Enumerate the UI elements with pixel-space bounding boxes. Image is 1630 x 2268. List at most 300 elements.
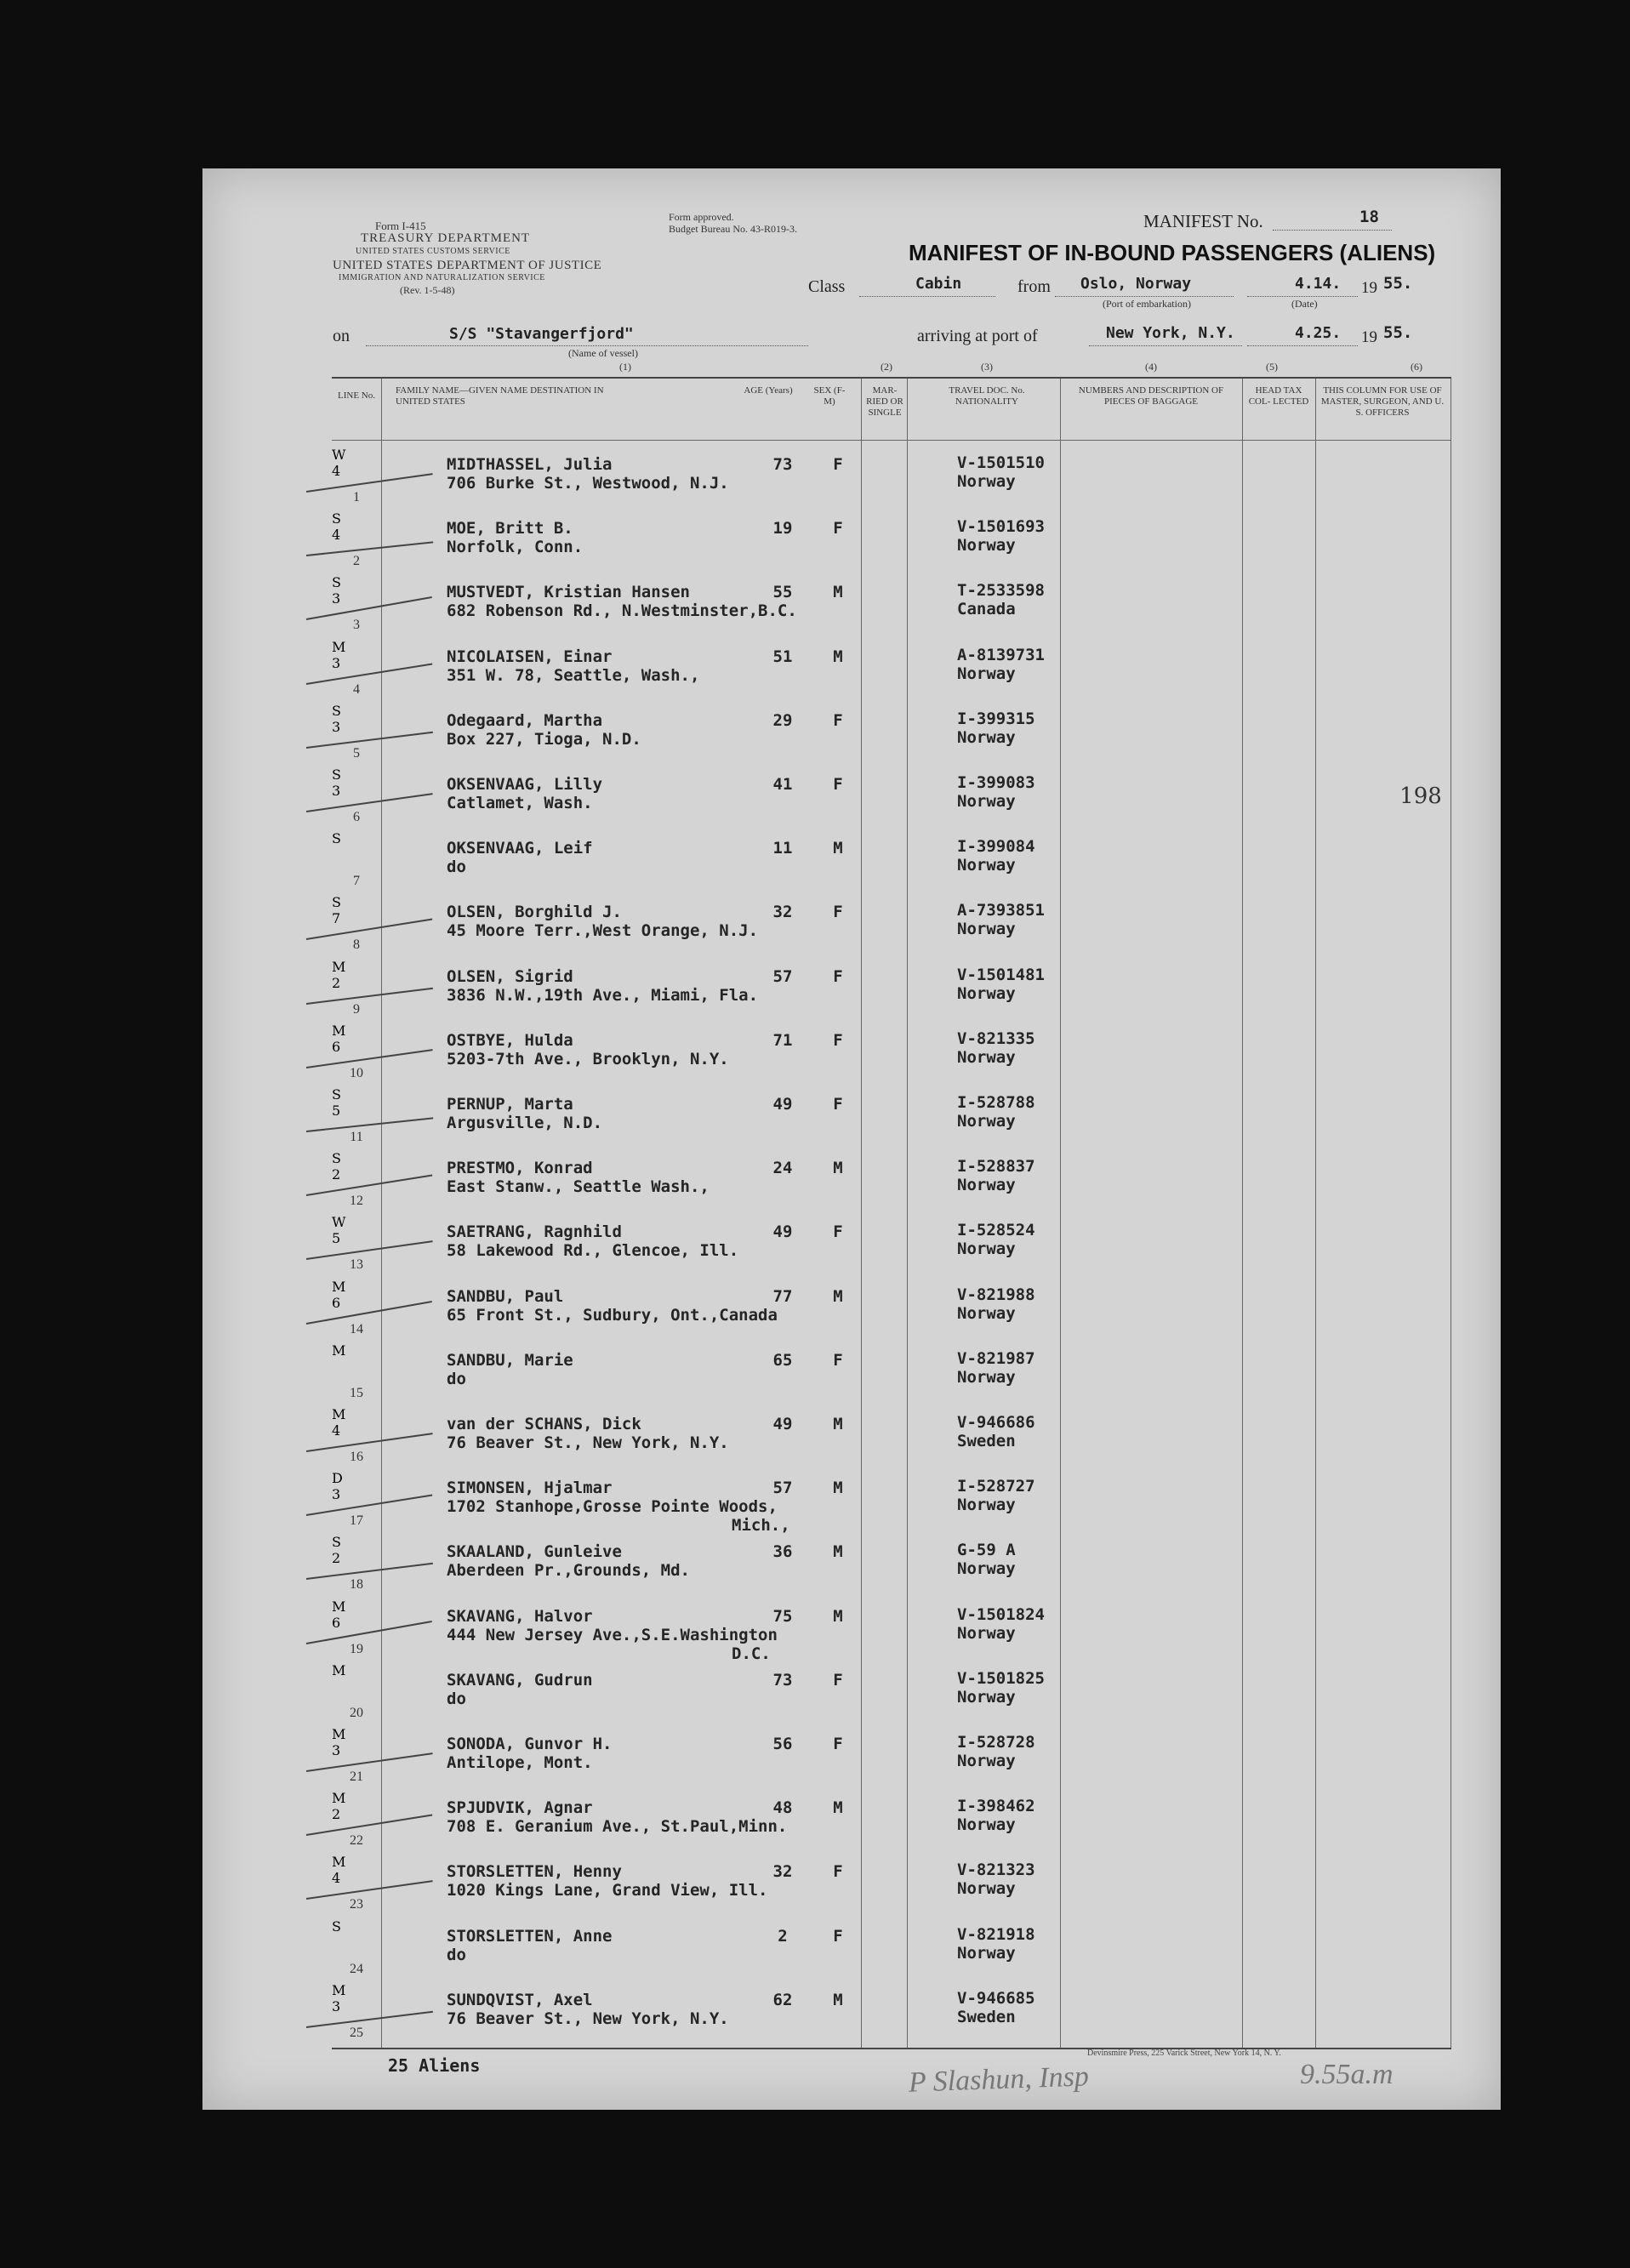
age: 57 [772,1479,793,1498]
age: 65 [772,1350,793,1370]
nationality: Norway [957,856,1016,875]
table-row [332,1279,1451,1342]
table-row [332,1982,1451,2046]
passenger-name: SKAVANG, Halvor [447,1606,593,1626]
sex: M [833,647,843,666]
line-number: 23 [350,1897,363,1912]
baggage-count: 3 [332,1997,341,2014]
age: 11 [772,839,793,858]
destination: 45 Moore Terr.,West Orange, N.J. [447,921,759,941]
line-number: 24 [350,1961,363,1976]
baggage-count: 2 [332,1806,341,1823]
sex: M [833,1798,843,1818]
manifest-no-line [1273,230,1392,231]
line-number: 8 [353,937,360,953]
marital-status: M [332,958,346,975]
baggage-count: 6 [332,1614,341,1631]
printer-credit: Devinsmire Press, 225 Varick Street, New York 14, N. Y. [1087,2049,1281,2058]
passenger-name: SUNDQVIST, Axel [447,1990,593,2009]
age: 36 [772,1542,793,1562]
passenger-name: SPJUDVIK, Agnar [447,1798,593,1818]
sex: F [833,775,843,794]
destination: 1020 Kings Lane, Grand View, Ill. [447,1881,768,1900]
destination: Argusville, N.D. [447,1114,603,1132]
marital-status: S [332,894,341,911]
line-number: 15 [350,1385,363,1400]
table-row [332,510,1451,574]
nationality: Norway [957,664,1016,683]
table-row [332,959,1451,1023]
nationality: Sweden [957,2007,1016,2026]
marital-status: M [332,1726,346,1742]
age: 62 [772,1990,793,2009]
baggage-count: 4 [332,1870,341,1887]
table-row [332,447,1451,510]
age: 56 [772,1735,793,1753]
sex: M [833,1415,843,1433]
destination: Box 227, Tioga, N.D. [447,729,641,749]
passenger-name: MOE, Britt B. [447,519,573,539]
marital-status: W [332,447,346,463]
table-row [332,1662,1451,1726]
table-row [332,1406,1451,1470]
col-num-1: (1) [619,361,631,373]
travel-doc: I-399084 [957,837,1035,857]
sex: F [833,1926,843,1946]
ins-service: IMMIGRATION AND NATURALIZATION SERVICE [339,273,545,282]
travel-doc: V-946685 [957,1988,1035,2008]
line-number: 6 [353,810,360,824]
marital-status: S [332,510,341,527]
col-num-5: (5) [1266,361,1278,373]
manifest-sheet [202,168,1501,2110]
age: 49 [772,1222,793,1242]
destination: 351 W. 78, Seattle, Wash., [447,665,700,685]
travel-doc: I-399083 [957,773,1035,792]
destination: 706 Burke St., Westwood, N.J. [447,474,729,493]
signature-time: 9.55a.m [1300,2059,1393,2090]
manifest-title: MANIFEST OF IN-BOUND PASSENGERS (ALIENS) [909,240,1436,265]
baggage-count: 3 [332,1742,341,1758]
nationality: Norway [957,792,1016,811]
passenger-name: PERNUP, Marta [447,1095,573,1114]
date-line [1247,296,1358,297]
sex: M [833,1159,843,1178]
line-number: 1 [353,490,360,504]
sex: M [833,1990,843,2009]
age: 55 [772,583,793,602]
destination: do [447,1689,466,1708]
sex: M [833,1286,843,1306]
nationality: Norway [957,1496,1016,1515]
table-row [332,894,1451,958]
marital-status: S [332,574,341,591]
destination: do [447,1945,466,1964]
arrival-date-line [1247,345,1358,346]
nationality: Norway [957,1176,1016,1195]
sex: F [833,1862,843,1882]
line-number: 19 [350,1641,363,1656]
sex: F [833,1350,843,1370]
table-header [332,379,1451,441]
age: 19 [772,519,793,539]
line-number: 22 [350,1833,363,1849]
inspector-signature: P Slashun, Insp [908,2060,1090,2099]
marital-status: S [332,1086,341,1103]
destination: 76 Beaver St., New York, N.Y. [447,2009,729,2028]
passenger-name: PRESTMO, Konrad [447,1159,593,1178]
nationality: Norway [957,1559,1016,1579]
line-number: 10 [350,1065,363,1080]
table-row [332,1470,1451,1534]
table-row [332,1790,1451,1854]
form-number: Form I-415 [375,219,426,232]
sex: M [833,839,843,858]
sex: F [833,903,843,922]
age: 71 [772,1030,793,1050]
sex: M [833,1479,843,1498]
passenger-table [332,377,1451,2049]
destination: 5203-7th Ave., Brooklyn, N.Y. [447,1049,729,1068]
travel-doc: I-528524 [957,1221,1035,1240]
marital-status: M [332,638,346,655]
age: 41 [772,775,793,794]
table-row [332,1086,1451,1150]
table-row [332,1534,1451,1598]
destination-cont: Mich., [732,1516,790,1536]
marital-status: M [332,1022,346,1039]
marital-status: M [332,1661,346,1678]
sex: M [833,583,843,602]
destination: Norfolk, Conn. [447,538,584,557]
depart-date: 4.14. [1295,275,1342,293]
baggage-count: 3 [332,718,341,735]
travel-doc: T-2533598 [957,581,1045,601]
manifest-no: 18 [1359,208,1379,226]
vessel-name: S/S "Stavangerfjord" [449,325,634,343]
nationality: Canada [957,600,1016,619]
nationality: Norway [957,983,1016,1003]
line-number: 3 [353,618,360,633]
marital-status: S [332,1918,341,1935]
travel-doc: V-1501510 [957,453,1045,472]
manifest-label: MANIFEST No. [1143,211,1263,231]
vessel-line [366,345,808,346]
th-married: MAR- RIED OR SINGLE [866,385,903,418]
destination: 1702 Stanhope,Grosse Pointe Woods, [447,1497,778,1517]
line-number: 11 [350,1130,363,1144]
passenger-name: van der SCHANS, Dick [447,1415,641,1433]
marital-status: M [332,1278,346,1295]
travel-doc: V-1501825 [957,1668,1045,1688]
age: 2 [778,1926,788,1946]
th-age: AGE (Years) [744,385,793,396]
travel-doc: I-398462 [957,1797,1035,1816]
nationality: Sweden [957,1432,1016,1450]
year-prefix: 19 [1361,279,1377,297]
nationality: Norway [957,1943,1016,1963]
travel-doc: V-1501481 [957,965,1045,984]
age: 75 [772,1606,793,1626]
destination: 444 New Jersey Ave.,S.E.Washington [447,1625,778,1644]
table-row [332,1214,1451,1278]
sex: F [833,455,843,474]
baggage-count: 2 [332,974,341,991]
passenger-name: Odegaard, Martha [447,710,603,730]
marital-status: D [332,1470,343,1487]
age: 24 [772,1159,793,1178]
line-number: 21 [350,1769,363,1784]
table-row [332,1598,1451,1662]
marital-status: S [332,702,341,719]
vessel-caption: (Name of vessel) [568,347,638,359]
travel-doc: I-399315 [957,709,1035,728]
table-row [332,830,1451,894]
travel-doc: V-821335 [957,1029,1035,1048]
destination: Aberdeen Pr.,Grounds, Md. [447,1561,690,1581]
customs-service: UNITED STATES CUSTOMS SERVICE [356,247,510,256]
destination: do [447,858,466,877]
year-suffix: 55. [1383,274,1413,293]
line-number: 17 [350,1513,363,1529]
table-row [332,766,1451,830]
th-name: FAMILY NAME—GIVEN NAME DESTINATION IN UNITED STATES [396,385,604,407]
passenger-name: SANDBU, Paul [447,1286,564,1306]
travel-doc: I-528837 [957,1157,1035,1177]
travel-doc: I-528727 [957,1477,1035,1496]
sex: F [833,1222,843,1242]
table-row [332,1342,1451,1406]
age: 32 [772,903,793,922]
arrival-port: New York, N.Y. [1106,324,1235,342]
table-row [332,1918,1451,1982]
baggage-count: 6 [332,1038,341,1055]
destination: do [447,1369,466,1388]
destination: 58 Lakewood Rd., Glencoe, Ill. [447,1241,739,1261]
sex: F [833,1030,843,1050]
passenger-name: NICOLAISEN, Einar [447,647,613,666]
on-label: on [333,327,350,345]
passenger-name: MUSTVEDT, Kristian Hansen [447,583,690,602]
passenger-name: STORSLETTEN, Anne [447,1926,613,1946]
passenger-name: SANDBU, Marie [447,1350,573,1370]
sex: F [833,519,843,539]
travel-doc: I-528788 [957,1093,1035,1112]
col-num-3: (3) [981,361,993,373]
nationality: Norway [957,1112,1016,1131]
marital-status: M [332,1598,346,1615]
table-row [332,574,1451,638]
marital-status: M [332,1981,346,1998]
passenger-name: OSTBYE, Hulda [447,1030,573,1050]
baggage-count: 7 [332,910,341,927]
baggage-count: 2 [332,1550,341,1567]
marital-status: S [332,1534,341,1551]
age: 32 [772,1862,793,1882]
marital-status: M [332,1790,346,1807]
class-value: Cabin [915,275,962,293]
col-num-2: (2) [881,361,892,373]
line-number: 14 [350,1321,363,1336]
marital-status: W [332,1214,346,1231]
travel-doc: V-821987 [957,1348,1035,1368]
baggage-count: 3 [332,590,341,607]
nationality: Norway [957,1303,1016,1323]
arrival-date: 4.25. [1295,324,1342,342]
table-row [332,1023,1451,1086]
sex: F [833,1670,843,1690]
passenger-name: OKSENVAAG, Lilly [447,775,603,794]
age: 29 [772,710,793,730]
baggage-count: 3 [332,1486,341,1503]
arriving-label: arriving at port of [917,327,1038,345]
destination: 708 E. Geranium Ave., St.Paul,Minn. [447,1817,788,1837]
table-row [332,639,1451,703]
justice-dept: UNITED STATES DEPARTMENT OF JUSTICE [333,259,602,272]
passenger-name: SAETRANG, Ragnhild [447,1222,622,1242]
travel-doc: V-1501693 [957,517,1045,537]
travel-doc: G-59 A [957,1541,1016,1560]
sex: F [833,1735,843,1753]
arrival-year-prefix: 19 [1361,328,1377,346]
sex: F [833,966,843,986]
destination: 682 Robenson Rd., N.Westminster,B.C. [447,601,797,621]
th-doc: TRAVEL DOC. No. NATIONALITY [949,385,1025,407]
baggage-count: 4 [332,527,341,544]
baggage-count: 3 [332,654,341,671]
line-number: 16 [350,1450,363,1464]
nationality: Norway [957,1367,1016,1387]
date-caption: (Date) [1291,298,1318,310]
baggage-count: 3 [332,783,341,799]
baggage-count: 5 [332,1230,341,1247]
th-line-no: LINE No. [338,390,375,401]
destination: East Stanw., Seattle Wash., [447,1177,710,1197]
class-line [859,296,995,297]
budget-bureau: Budget Bureau No. 43-R019-3. [669,223,797,235]
nationality: Norway [957,472,1016,491]
embark-caption: (Port of embarkation) [1103,298,1191,310]
sex: F [833,710,843,730]
nationality: Norway [957,920,1016,939]
nationality: Norway [957,1879,1016,1899]
table-row [332,1150,1451,1214]
form-approved: Form approved. [669,211,734,223]
nationality: Norway [957,1623,1016,1643]
baggage-count: 4 [332,463,341,479]
travel-doc: A-7393851 [957,901,1045,920]
travel-doc: V-1501824 [957,1604,1045,1624]
from-line [1055,296,1234,297]
travel-doc: A-8139731 [957,645,1045,664]
arrival-year-suffix: 55. [1383,323,1413,342]
passenger-name: SIMONSEN, Hjalmar [447,1479,613,1498]
sex: F [833,1095,843,1114]
line-number: 12 [350,1194,363,1209]
travel-doc: V-946686 [957,1413,1035,1432]
sex: M [833,1542,843,1562]
age: 49 [772,1095,793,1114]
th-sex: SEX (F-M) [813,385,846,407]
nationality: Norway [957,1047,1016,1067]
line-number: 7 [353,874,360,889]
marital-status: M [332,1406,346,1422]
nationality: Norway [957,1687,1016,1707]
baggage-count: 2 [332,1166,341,1183]
age: 73 [772,1670,793,1690]
destination: Catlamet, Wash. [447,794,593,812]
treasury-dept: TREASURY DEPARTMENT [361,231,531,245]
th-tax: HEAD TAX COL- LECTED [1248,385,1309,407]
officer-note: 198 [1399,784,1442,809]
nationality: Norway [957,727,1016,747]
passenger-name: OLSEN, Sigrid [447,966,573,986]
arrival-port-line [1089,345,1242,346]
nationality: Norway [957,1815,1016,1835]
passenger-name: MIDTHASSEL, Julia [447,455,613,474]
th-use: THIS COLUMN FOR USE OF MASTER, SURGEON, AND U. S. OFFICERS [1320,385,1445,418]
table-row [332,1726,1451,1790]
travel-doc: V-821323 [957,1861,1035,1880]
table-row [332,1854,1451,1918]
age: 51 [772,647,793,666]
line-number: 25 [350,2025,363,2040]
passenger-name: SKAALAND, Gunleive [447,1542,622,1562]
travel-doc: I-528728 [957,1733,1035,1752]
sex: M [833,1606,843,1626]
marital-status: S [332,1150,341,1167]
travel-doc: V-821918 [957,1924,1035,1944]
marital-status: M [332,1342,346,1359]
passenger-name: SKAVANG, Gudrun [447,1670,593,1690]
line-number: 5 [353,745,360,761]
line-number: 18 [350,1577,363,1593]
marital-status: S [332,766,341,783]
nationality: Norway [957,536,1016,556]
line-number: 20 [350,1705,363,1720]
baggage-count: 6 [332,1294,341,1311]
line-number: 9 [353,1001,360,1017]
col-num-6: (6) [1411,361,1422,373]
line-number: 13 [350,1257,363,1273]
age: 77 [772,1286,793,1306]
from-label: from [1017,277,1051,296]
age: 73 [772,455,793,474]
revision: (Rev. 1-5-48) [400,284,455,296]
age: 49 [772,1415,793,1433]
passenger-name: STORSLETTEN, Henny [447,1862,622,1882]
total-aliens: 25 Aliens [388,2055,481,2076]
destination: 3836 N.W.,19th Ave., Miami, Fla. [447,985,759,1005]
destination-cont: D.C. [732,1644,771,1663]
marital-status: M [332,1854,346,1871]
th-baggage: NUMBERS AND DESCRIPTION OF PIECES OF BAGGAGE [1078,385,1224,407]
nationality: Norway [957,1752,1016,1770]
line-number: 2 [353,554,360,569]
marital-status: S [332,830,341,847]
age: 48 [772,1798,793,1818]
class-label: Class [808,277,846,296]
baggage-count: 5 [332,1103,341,1119]
passenger-name: SONODA, Gunvor H. [447,1735,613,1753]
age: 57 [772,966,793,986]
destination: Antilope, Mont. [447,1753,593,1772]
passenger-name: OKSENVAAG, Leif [447,839,593,858]
baggage-count: 4 [332,1422,341,1439]
table-row [332,703,1451,766]
nationality: Norway [957,1239,1016,1259]
from-value: Oslo, Norway [1080,275,1192,293]
